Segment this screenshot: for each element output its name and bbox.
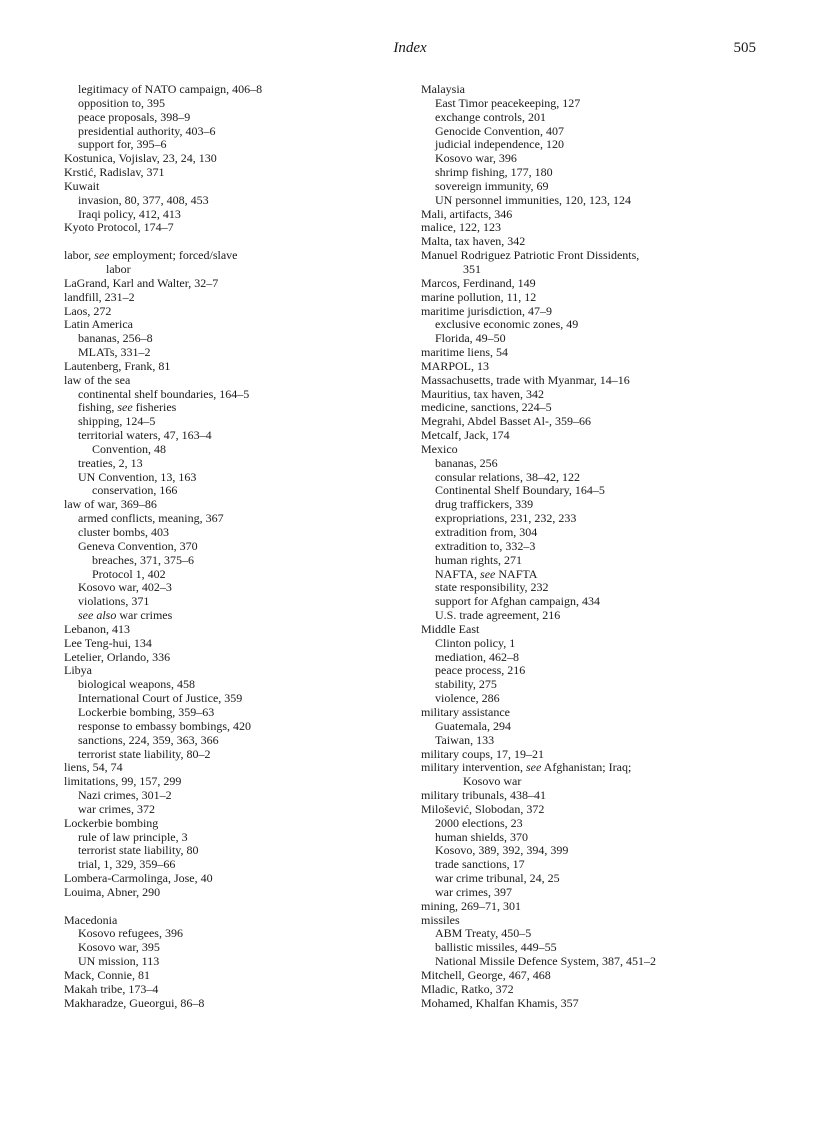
index-subentry: labor — [106, 261, 131, 276]
entry-text: NAFTA — [495, 566, 538, 581]
index-subentry: exchange controls, 201 — [435, 109, 546, 124]
entry-text: fisheries — [132, 400, 177, 415]
index-subentry: Nazi crimes, 301–2 — [78, 788, 172, 803]
index-subentry — [64, 609, 384, 623]
index-subentry: Kosovo, 389, 392, 394, 399 — [435, 843, 569, 858]
index-subentry: war crimes, 372 — [78, 801, 155, 816]
index-entry: Libya — [64, 663, 92, 678]
index-entry: Megrahi, Abdel Basset Al-, 359–66 — [421, 414, 591, 429]
index-entry — [64, 249, 384, 263]
index-subentry: sovereign immunity, 69 — [435, 178, 549, 193]
index-entry: Louima, Abner, 290 — [64, 884, 161, 899]
index-subentry: Geneva Convention, 370 — [78, 538, 198, 553]
index-subentry: Taiwan, 133 — [435, 732, 495, 747]
index-subentry: cluster bombs, 403 — [78, 525, 169, 539]
index-subentry — [421, 568, 751, 582]
index-subentry: violence, 286 — [435, 691, 500, 706]
index-subentry: shrimp fishing, 177, 180 — [435, 165, 553, 180]
index-entry: Middle East — [421, 621, 480, 636]
index-entry: military tribunals, 438–41 — [421, 788, 546, 803]
entry-text: employment; forced/slave — [109, 248, 238, 263]
index-subentry: Clinton policy, 1 — [435, 635, 516, 650]
index-subentry: terrorist state liability, 80 — [78, 843, 199, 858]
index-subentry: drug traffickers, 339 — [435, 497, 534, 512]
index-subentry: support for, 395–6 — [78, 137, 167, 152]
index-subentry: trial, 1, 329, 359–66 — [78, 857, 176, 872]
index-entry: Mali, artifacts, 346 — [421, 206, 513, 221]
entry-text: fishing, — [78, 400, 118, 415]
index-subentry: human rights, 271 — [435, 552, 522, 567]
index-subentry: Guatemala, 294 — [435, 718, 511, 733]
index-entry: Lee Teng-hui, 134 — [64, 635, 152, 650]
index-subentry: treaties, 2, 13 — [78, 455, 143, 470]
index-entry: Mohamed, Khalfan Khamis, 357 — [421, 995, 579, 1010]
index-subentry: continental shelf boundaries, 164–5 — [78, 386, 250, 401]
index-entry: Lebanon, 413 — [64, 621, 130, 636]
index-entry: Krstić, Radislav, 371 — [64, 165, 165, 180]
index-subentry: support for Afghan campaign, 434 — [435, 594, 600, 609]
index-subentry: Iraqi policy, 412, 413 — [78, 206, 181, 221]
index-subentry: armed conflicts, meaning, 367 — [78, 511, 224, 526]
index-subentry: human shields, 370 — [435, 829, 528, 844]
index-subentry: 351 — [463, 261, 481, 276]
index-subentry: MLATs, 331–2 — [78, 345, 151, 360]
index-subentry: expropriations, 231, 232, 233 — [435, 511, 577, 526]
index-entry: Makah tribe, 173–4 — [64, 981, 159, 996]
index-subentry: UN mission, 113 — [78, 954, 160, 969]
index-subentry: conservation, 166 — [92, 483, 178, 498]
index-subentry: breaches, 371, 375–6 — [92, 552, 194, 567]
index-subentry: peace proposals, 398–9 — [78, 109, 191, 124]
index-entry: Macedonia — [64, 912, 118, 927]
index-entry: Mauritius, tax haven, 342 — [421, 386, 544, 401]
index-subentry: presidential authority, 403–6 — [78, 123, 216, 138]
index-entry: Mladic, Ratko, 372 — [421, 981, 514, 996]
index-entry: maritime liens, 54 — [421, 345, 508, 360]
index-subentry: UN Convention, 13, 163 — [78, 469, 197, 484]
index-entry: MARPOL, 13 — [421, 358, 490, 373]
index-entry: Mack, Connie, 81 — [64, 968, 150, 982]
index-entry: military assistance — [421, 704, 510, 719]
index-subentry: National Missile Defence System, 387, 451–2 — [435, 954, 656, 969]
index-entry: Lautenberg, Frank, 81 — [64, 358, 171, 373]
index-subentry: opposition to, 395 — [78, 95, 166, 110]
index-subentry: Kosovo war, 396 — [435, 151, 517, 166]
index-subentry: terrorist state liability, 80–2 — [78, 746, 211, 761]
index-subentry: UN personnel immunities, 120, 123, 124 — [435, 192, 631, 207]
index-entry — [421, 761, 751, 775]
index-subentry: Kosovo war, 402–3 — [78, 580, 172, 595]
index-entry: Malaysia — [421, 82, 465, 96]
index-entry: liens, 54, 74 — [64, 760, 123, 775]
index-entry: missiles — [421, 912, 460, 927]
entry-text: military intervention, — [421, 760, 526, 775]
index-entry: Lockerbie bombing — [64, 815, 159, 830]
index-entry: Kyoto Protocol, 174–7 — [64, 220, 174, 235]
index-entry: law of the sea — [64, 372, 131, 387]
index-subentry: Florida, 49–50 — [435, 331, 506, 346]
index-entry: limitations, 99, 157, 299 — [64, 774, 182, 789]
index-entry: Marcos, Ferdinand, 149 — [421, 275, 536, 290]
index-subentry: Kosovo war, 395 — [78, 940, 160, 955]
index-subentry — [64, 401, 384, 415]
index-entry: Metcalf, Jack, 174 — [421, 428, 510, 443]
index-subentry: invasion, 80, 377, 408, 453 — [78, 192, 209, 207]
index-subentry: state responsibility, 232 — [435, 580, 549, 595]
index-subentry: judicial independence, 120 — [435, 137, 564, 152]
index-entry: Milošević, Slobodan, 372 — [421, 801, 545, 816]
index-entry: Massachusetts, trade with Myanmar, 14–16 — [421, 372, 630, 387]
index-entry: Makharadze, Gueorgui, 86–8 — [64, 995, 205, 1010]
cross-reference: see — [480, 566, 496, 581]
index-entry: Kostunica, Vojislav, 23, 24, 130 — [64, 151, 217, 166]
index-subentry: sanctions, 224, 359, 363, 366 — [78, 732, 219, 747]
entry-text: labor, — [64, 248, 95, 263]
index-entry: landfill, 231–2 — [64, 289, 135, 304]
index-subentry: war crime tribunal, 24, 25 — [435, 871, 560, 886]
index-entry: Letelier, Orlando, 336 — [64, 649, 171, 664]
index-subentry: rule of law principle, 3 — [78, 829, 188, 844]
index-subentry: shipping, 124–5 — [78, 414, 156, 429]
index-subentry: Lockerbie bombing, 359–63 — [78, 704, 215, 719]
index-subentry: International Court of Justice, 359 — [78, 691, 243, 706]
index-subentry: exclusive economic zones, 49 — [435, 317, 579, 332]
index-subentry: ABM Treaty, 450–5 — [435, 926, 532, 941]
index-entry: Laos, 272 — [64, 303, 112, 318]
entry-text: NAFTA, — [435, 566, 481, 581]
cross-reference: see — [117, 400, 133, 415]
index-subentry: bananas, 256–8 — [78, 331, 153, 346]
index-subentry: violations, 371 — [78, 594, 150, 609]
index-entry: mining, 269–71, 301 — [421, 898, 522, 913]
index-entry: military coups, 17, 19–21 — [421, 746, 544, 761]
cross-reference: see — [94, 248, 110, 263]
index-subentry: territorial waters, 47, 163–4 — [78, 428, 212, 443]
index-entry: Latin America — [64, 317, 133, 332]
index-subentry: response to embassy bombings, 420 — [78, 718, 251, 733]
index-entry: law of war, 369–86 — [64, 497, 157, 512]
index-subentry: peace process, 216 — [435, 663, 526, 678]
index-entry: marine pollution, 11, 12 — [421, 289, 537, 304]
entry-text: Afghanistan; Iraq; — [541, 760, 632, 775]
index-subentry: biological weapons, 458 — [78, 677, 195, 692]
index-subentry: East Timor peacekeeping, 127 — [435, 95, 581, 110]
index-subentry: Convention, 48 — [92, 441, 166, 456]
index-spacer — [64, 900, 384, 914]
index-subentry: Protocol 1, 402 — [92, 566, 166, 581]
index-subentry: extradition to, 332–3 — [435, 538, 536, 553]
page-header — [64, 40, 756, 60]
index-entry: Manuel Rodriguez Patriotic Front Dissidents, — [421, 248, 640, 263]
index-subentry: stability, 275 — [435, 677, 497, 692]
index-spacer — [64, 235, 384, 249]
index-subentry: Kosovo refugees, 396 — [78, 926, 183, 941]
index-subentry: bananas, 256 — [435, 455, 498, 470]
index-entry: LaGrand, Karl and Walter, 32–7 — [64, 275, 219, 290]
index-subentry: war crimes, 397 — [435, 884, 512, 899]
running-title: Index — [393, 40, 427, 56]
index-subentry: U.S. trade agreement, 216 — [435, 608, 561, 623]
index-subentry: mediation, 462–8 — [435, 649, 519, 664]
index-column-right — [421, 83, 751, 1011]
index-subentry: ballistic missiles, 449–55 — [435, 940, 557, 955]
index-subentry: Kosovo war — [463, 774, 522, 789]
index-entry: Lombera-Carmolinga, Jose, 40 — [64, 871, 213, 886]
index-subentry: legitimacy of NATO campaign, 406–8 — [78, 82, 263, 96]
entry-text: war crimes — [116, 608, 173, 623]
index-entry: Mexico — [421, 441, 458, 456]
index-entry: Malta, tax haven, 342 — [421, 234, 526, 249]
index-entry: medicine, sanctions, 224–5 — [421, 400, 552, 415]
page-number: 505 — [733, 40, 756, 56]
index-entry: maritime jurisdiction, 47–9 — [421, 303, 552, 318]
index-entry: Kuwait — [64, 178, 100, 193]
cross-reference: see also — [78, 608, 117, 623]
index-entry: Mitchell, George, 467, 468 — [421, 968, 551, 982]
index-subentry: trade sanctions, 17 — [435, 857, 525, 872]
cross-reference: see — [525, 760, 542, 775]
index-subentry: consular relations, 38–42, 122 — [435, 469, 580, 484]
index-entry: malice, 122, 123 — [421, 220, 501, 235]
index-column-left — [64, 83, 384, 1011]
index-subentry: extradition from, 304 — [435, 525, 538, 539]
index-subentry: Continental Shelf Boundary, 164–5 — [435, 483, 605, 498]
index-subentry: Genocide Convention, 407 — [435, 123, 564, 138]
index-subentry: 2000 elections, 23 — [435, 815, 523, 830]
